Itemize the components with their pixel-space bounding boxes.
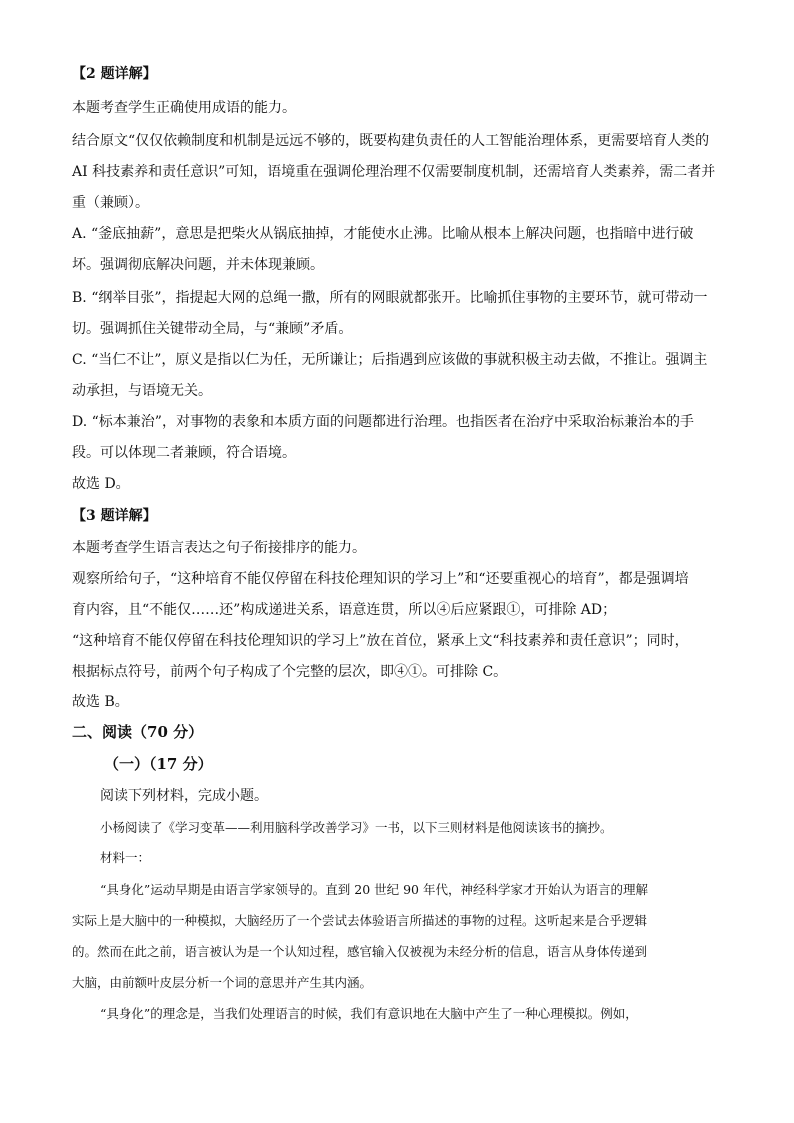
q2-option-d: D. “标本兼治”，对事物的表象和本质方面的问题都进行治理。也指医者在治疗中采取治标兼治本的手 bbox=[72, 414, 694, 430]
q3-analysis-line: 观察所给句子，“这种培育不能仅停留在科技伦理知识的学习上”和“还要重视心的培育”，都是强调培 bbox=[72, 571, 689, 587]
reading-instruction: 阅读下列材料，完成小题。 bbox=[100, 788, 268, 804]
q2-option-c-cont: 动承担，与语境无关。 bbox=[72, 383, 212, 399]
reading-preface: 小杨阅读了《学习变革——利用脑科学改善学习》一书，以下三则材料是他阅读该书的摘抄。 bbox=[100, 820, 613, 835]
material-line: 实际上是大脑中的一种模拟，大脑经历了一个尝试去体验语言所描述的事物的过程。这听起来是合乎逻辑 bbox=[72, 913, 648, 928]
q2-analysis-line: 重（兼顾）。 bbox=[72, 195, 149, 211]
part-title: （一）（17 分） bbox=[104, 755, 213, 773]
material-line: 的。然而在此之前，语言被认为是一个认知过程，感官输入仅被视为未经分析的信息，语言从身体传递到 bbox=[72, 944, 648, 959]
q2-option-d-cont: 段。可以体现二者兼顾，符合语境。 bbox=[72, 445, 296, 461]
q2-heading: 【2 题详解】 bbox=[72, 66, 157, 82]
q3-analysis-line: 根据标点符号，前两个句子构成了个完整的层次，即④①。可排除 C。 bbox=[72, 664, 508, 680]
q3-analysis-line: 育内容，且“不能仅……还”构成递进关系，语意连贯，所以④后应紧跟①，可排除 AD； bbox=[72, 602, 617, 618]
section-title: 二、阅读（70 分） bbox=[72, 723, 204, 741]
q2-answer: 故选 D。 bbox=[72, 476, 130, 492]
material-label: 材料一： bbox=[100, 850, 151, 865]
q2-option-b-cont: 切。强调抓住关键带动全局，与“兼顾”矛盾。 bbox=[72, 321, 353, 337]
q2-option-b: B. “纲举目张”，指提起大网的总绳一撒，所有的网眼就都张开。比喻抓住事物的主要环节，就可带动一 bbox=[72, 290, 708, 306]
q3-heading: 【3 题详解】 bbox=[72, 508, 157, 524]
q3-analysis-line: “这种培育不能仅停留在科技伦理知识的学习上”放在首位，紧承上文“科技素养和责任意识”；同时， bbox=[72, 633, 689, 649]
material-line: “具身化”运动早期是由语言学家领导的。直到 20 世纪 90 年代，神经科学家才开始认为语言的理解 bbox=[100, 882, 648, 897]
q3-answer: 故选 B。 bbox=[72, 694, 129, 710]
q2-option-a-cont: 坏。强调彻底解决问题，并未体现兼顾。 bbox=[72, 257, 324, 273]
q2-intro: 本题考查学生正确使用成语的能力。 bbox=[72, 100, 296, 116]
q2-analysis-line: 结合原文“仅仅依赖制度和机制是远远不够的，既要构建负责任的人工智能治理体系，更需要培育人类的 bbox=[72, 133, 710, 149]
q2-option-c: C. “当仁不让”，原义是指以仁为任，无所谦让；后指遇到应该做的事就积极主动去做，不推让。强调主 bbox=[72, 352, 708, 368]
q3-intro: 本题考查学生语言表达之句子衔接排序的能力。 bbox=[72, 540, 366, 556]
q2-option-a: A. “釜底抽薪”，意思是把柴火从锅底抽掉，才能使水止沸。比喻从根本上解决问题，也指暗中进行破 bbox=[72, 226, 694, 242]
material-line: “具身化”的理念是，当我们处理语言的时候，我们有意识地在大脑中产生了一种心理模拟。例如， bbox=[100, 1006, 638, 1021]
q2-analysis-line: AI 科技素养和责任意识”可知，语境重在强调伦理治理不仅需要制度机制，还需培育人类素养，需二者并 bbox=[72, 164, 716, 180]
material-line: 大脑，由前额叶皮层分析一个词的意思并产生其内涵。 bbox=[72, 975, 373, 990]
